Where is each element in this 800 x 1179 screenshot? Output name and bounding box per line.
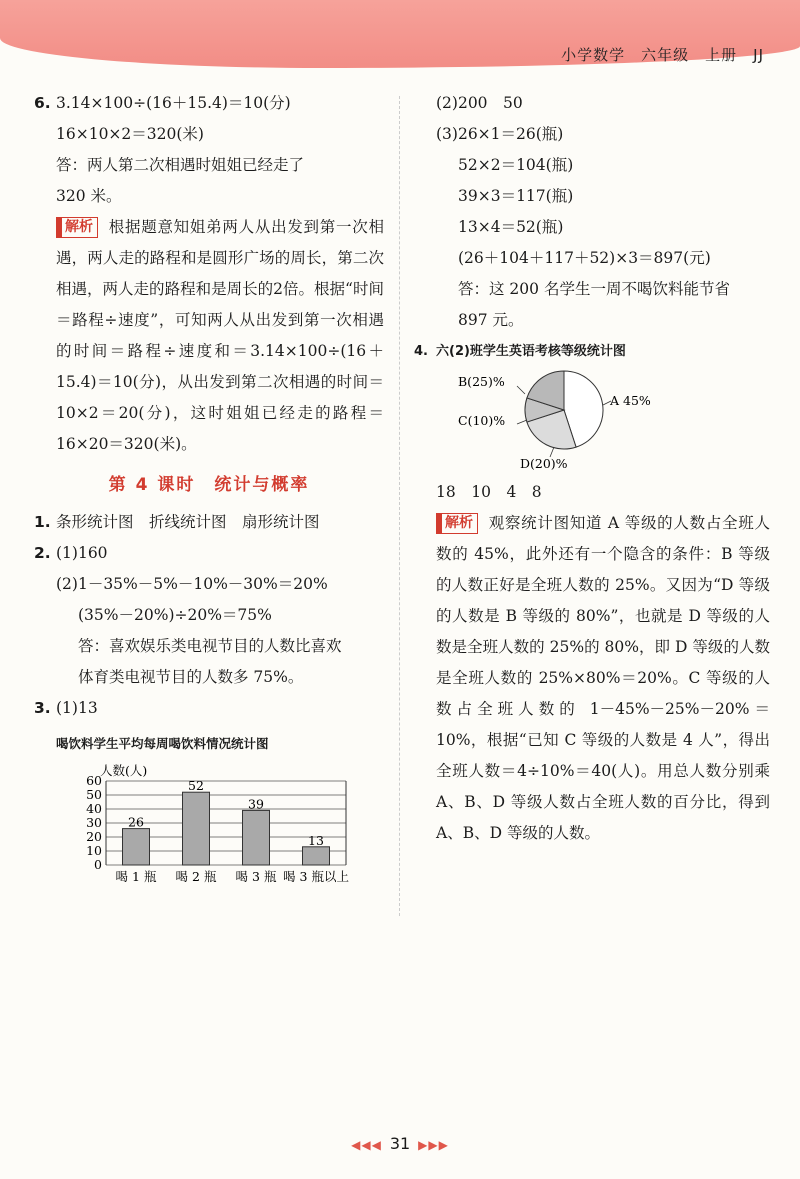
- x-tick-label: 喝 3 瓶以上: [283, 869, 349, 884]
- answer-line: (1)160: [56, 544, 108, 562]
- analysis-tag: 解析: [436, 513, 478, 534]
- bar-chart-marks: [116, 778, 349, 884]
- answer-line: 52×2＝104(瓶): [458, 156, 574, 174]
- analysis-block: [414, 508, 770, 849]
- bar-chart-title: 喝饮料学生平均每周喝饮料情况统计图: [56, 736, 269, 751]
- question-3-continued: [414, 88, 770, 336]
- y-axis-label: 人数(人): [100, 763, 148, 778]
- y-tick-label: 30: [86, 815, 102, 830]
- answer-line: 39×3＝117(瓶): [458, 187, 574, 205]
- analysis-tag: 解析: [56, 217, 98, 238]
- y-tick-label: 60: [86, 773, 102, 788]
- answer-line: 16×10×2＝320(米): [56, 125, 204, 143]
- pie-label-b: B(25)%: [458, 374, 505, 389]
- answer-line: 答：喜欢娱乐类电视节目的人数比喜欢: [78, 637, 342, 655]
- question-number: 6.: [34, 94, 51, 112]
- analysis-block: [34, 212, 384, 460]
- question-4: [414, 336, 770, 367]
- answer-line: (2)200 50: [436, 94, 523, 112]
- answer-line: (3)26×1＝26(瓶): [436, 125, 564, 143]
- x-tick-label: 喝 3 瓶: [235, 869, 277, 884]
- bar: [183, 792, 210, 865]
- answer-line: 体育类电视节目的人数多 75%。: [78, 668, 304, 686]
- next-arrows-icon: ▶▶▶: [418, 1138, 449, 1152]
- question-number: 3.: [34, 699, 51, 717]
- pie-slices: [517, 371, 611, 457]
- bar-value-label: 52: [188, 778, 204, 794]
- column-divider: [399, 96, 400, 916]
- page-footer: [0, 1134, 800, 1153]
- right-column: [414, 88, 770, 849]
- pie-chart-title: 六(2)班学生英语考核等级统计图: [436, 344, 626, 359]
- section-title: 第 4 课时 统计与概率: [108, 475, 310, 495]
- pie-label-c: C(10)%: [458, 413, 506, 428]
- page-number: 31: [389, 1134, 411, 1153]
- question-number: 1.: [34, 513, 51, 531]
- answer-line: 条形统计图 折线统计图 扇形统计图: [56, 513, 320, 531]
- analysis-text: 根据题意知姐弟两人从出发到第一次相遇，两人走的路程和是圆形广场的周长，第二次相遇，两人走的路程和是周长的2倍。根据“时间＝路程÷速度”，可知两人从出发到第一次相遇的时间＝路程÷速度和＝3.14×100÷(16＋15.4)＝10(分)，从出发到第二次相遇的时间＝10×2＝20(分)，这时姐姐已经走的路程＝16×20＝320(米)。: [56, 218, 384, 453]
- y-tick-label: 40: [86, 801, 102, 816]
- question-number: 4.: [414, 344, 428, 359]
- answer-line: 答：这 200 名学生一周不喝饮料能节省: [458, 280, 730, 298]
- answer-line: 897 元。: [458, 311, 524, 329]
- bar-value-label: 39: [248, 796, 264, 812]
- answer-line: (35%－20%)÷20%＝75%: [78, 606, 272, 624]
- pie-chart: [414, 365, 770, 475]
- answer-line: 3.14×100÷(16＋15.4)＝10(分): [56, 94, 291, 112]
- pie-label-a: A 45%: [610, 393, 651, 408]
- answer-line: 320 米。: [56, 187, 122, 205]
- answer-line: 答：两人第二次相遇时姐姐已经走了: [56, 156, 305, 174]
- x-tick-label: 喝 1 瓶: [115, 869, 157, 884]
- x-tick-label: 喝 2 瓶: [175, 869, 217, 884]
- leader-line: [517, 420, 527, 424]
- prev-arrows-icon: ◀◀◀: [351, 1138, 382, 1152]
- left-column: [34, 88, 384, 889]
- bar: [123, 829, 150, 865]
- leader-line: [517, 386, 525, 394]
- question-2: [34, 538, 384, 693]
- bar: [243, 810, 270, 865]
- bar-value-label: 13: [308, 832, 324, 848]
- running-header: 小学数学 六年级 上册 JJ: [561, 46, 764, 64]
- answer-line: (1)13: [56, 699, 98, 717]
- y-tick-label: 10: [86, 843, 102, 858]
- pie-label-d: D(20)%: [520, 456, 568, 471]
- y-tick-label: 0: [94, 857, 102, 872]
- question-1: [34, 507, 384, 538]
- question-6: [34, 88, 384, 460]
- answer-line: (2)1－35%－5%－10%－30%＝20%: [56, 575, 328, 593]
- question-3: [34, 693, 384, 724]
- bar-chart: [34, 759, 364, 889]
- question-number: 2.: [34, 544, 51, 562]
- y-tick-label: 50: [86, 787, 102, 802]
- analysis-text: 观察统计图知道 A 等级的人数占全班人数的 45%，此外还有一个隐含的条件：B 等级的人数正好是全班人数的 25%。又因为“D 等级的人数是 B 等级的 80%”，也就是 D 等级的人数是全班人数的 25%的 80%，即 D 等级的人数是全班人数的 25%×80%＝20%。C 等级的人数占全班人数的 1－45%－25%－20%＝10%，根据“已知 C 等级的人数是 4 人”，得出全班人数＝4÷10%＝40(人)。用总人数分别乘 A、B、D 等级人数占全班人数的百分比，得到 A、B、D 等级的人数。: [436, 514, 770, 842]
- answer-line: 18 10 4 8: [436, 483, 542, 501]
- y-tick-label: 20: [86, 829, 102, 844]
- bar: [303, 847, 330, 865]
- answer-line: 13×4＝52(瓶): [458, 218, 564, 236]
- answer-line: (26＋104＋117＋52)×3＝897(元): [458, 249, 711, 267]
- bar-value-label: 26: [128, 814, 144, 830]
